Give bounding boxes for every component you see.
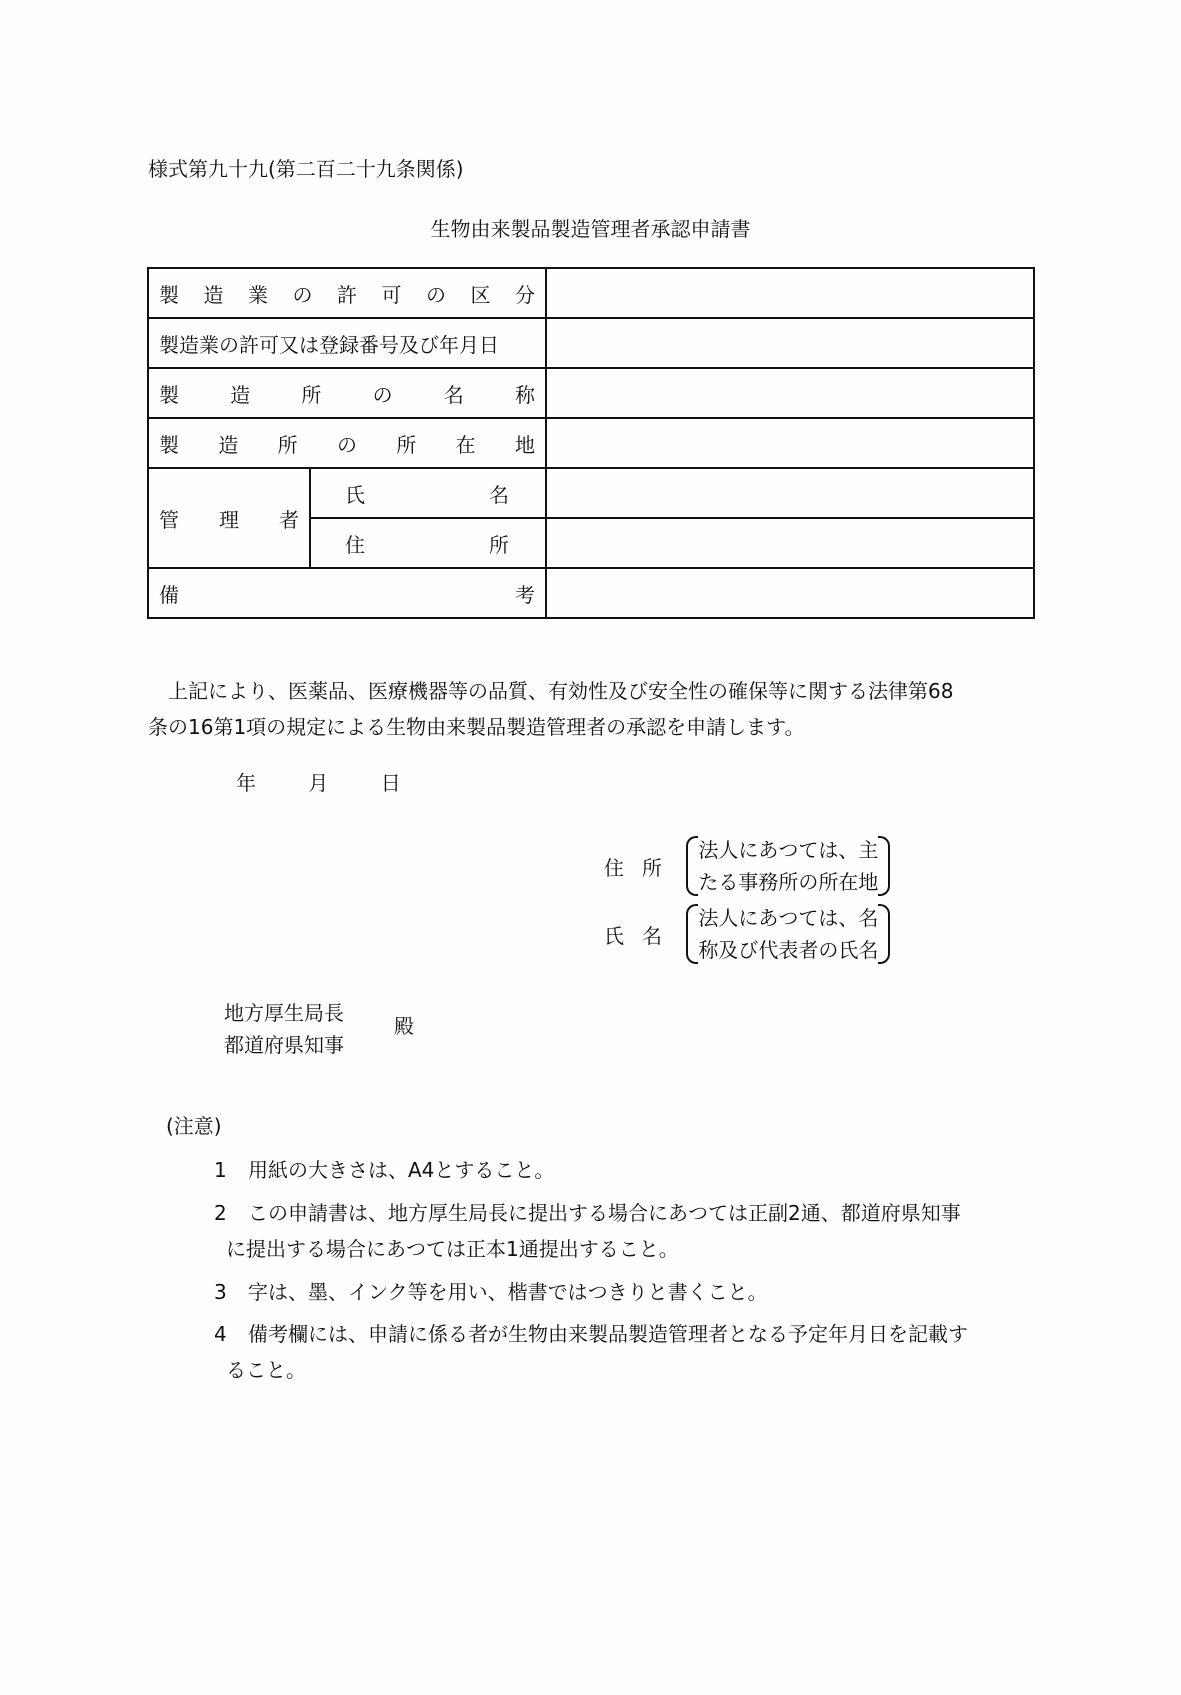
label-facility-location: 製 造 所 の 所 在 地 [148, 418, 546, 468]
applicant-name-note: 法人にあつては、名 称及び代表者の氏名 [686, 902, 890, 966]
body-paragraph-line-2: 条の16第1項の規定による生物由来製品製造管理者の承認を申請します。 [148, 715, 805, 739]
applicant-address-label: 住 所 [604, 855, 662, 880]
application-date [236, 767, 447, 796]
table-row-remarks [148, 568, 1034, 618]
recipient-honorific: 殿 [394, 1014, 414, 1038]
applicant-address [604, 834, 890, 898]
form-number: 様式第九十九(第二百二十九条関係) [148, 157, 464, 181]
table-row-facility-name [148, 368, 1034, 418]
document-title: 生物由来製品製造管理者承認申請書 [430, 217, 751, 241]
recipient-line-2: 都道府県知事 [224, 1033, 344, 1057]
value-license-number-date[interactable] [546, 318, 1034, 368]
value-remarks[interactable] [546, 568, 1034, 618]
value-manager-address[interactable] [546, 518, 1034, 568]
body-paragraph-line-1: 上記により、医薬品、医療機器等の品質、有効性及び安全性の確保等に関する法律第68 [168, 679, 954, 703]
label-license-number-date: 製造業の許可又は登録番号及び年月日 [148, 318, 546, 368]
applicant-name [604, 902, 890, 966]
label-manager-group: 管 理 者 [148, 468, 310, 568]
date-day: 日 [380, 771, 401, 795]
applicant-name-label: 氏 名 [604, 923, 662, 948]
value-manager-name[interactable] [546, 468, 1034, 518]
application-form-table [147, 267, 1035, 619]
note-item-4: 4 備考欄には、申請に係る者が生物由来製品製造管理者となる予定年月日を記載す ること。 [214, 1322, 968, 1382]
value-license-category[interactable] [546, 268, 1034, 318]
date-month: 月 [308, 771, 329, 795]
label-manager-name: 氏 名 [310, 468, 546, 518]
table-row-manager-name [148, 468, 1034, 518]
recipient [224, 997, 344, 1061]
note-item-2: 2 この申請書は、地方厚生局長に提出する場合にあつては正副2通、都道府県知事 に提出する場合にあつては正本1通提出すること。 [214, 1201, 961, 1261]
label-facility-name: 製 造 所 の 名 称 [148, 368, 546, 418]
value-facility-name[interactable] [546, 368, 1034, 418]
notes-title: (注意) [166, 1114, 222, 1138]
label-manager-address: 住 所 [310, 518, 546, 568]
note-item-1: 1 用紙の大きさは、A4とすること。 [214, 1158, 555, 1182]
value-facility-location[interactable] [546, 418, 1034, 468]
table-row-license-category [148, 268, 1034, 318]
recipient-line-1: 地方厚生局長 [224, 1001, 344, 1025]
table-row-facility-location [148, 418, 1034, 468]
label-remarks: 備 考 [148, 568, 546, 618]
date-year: 年 [236, 771, 256, 795]
note-item-3: 3 字は、墨、インク等を用い、楷書ではつきりと書くこと。 [214, 1280, 768, 1304]
label-license-category: 製 造 業 の 許 可 の 区 分 [148, 268, 546, 318]
table-row-license-number-date [148, 318, 1034, 368]
applicant-address-note: 法人にあつては、主 たる事務所の所在地 [686, 834, 890, 898]
